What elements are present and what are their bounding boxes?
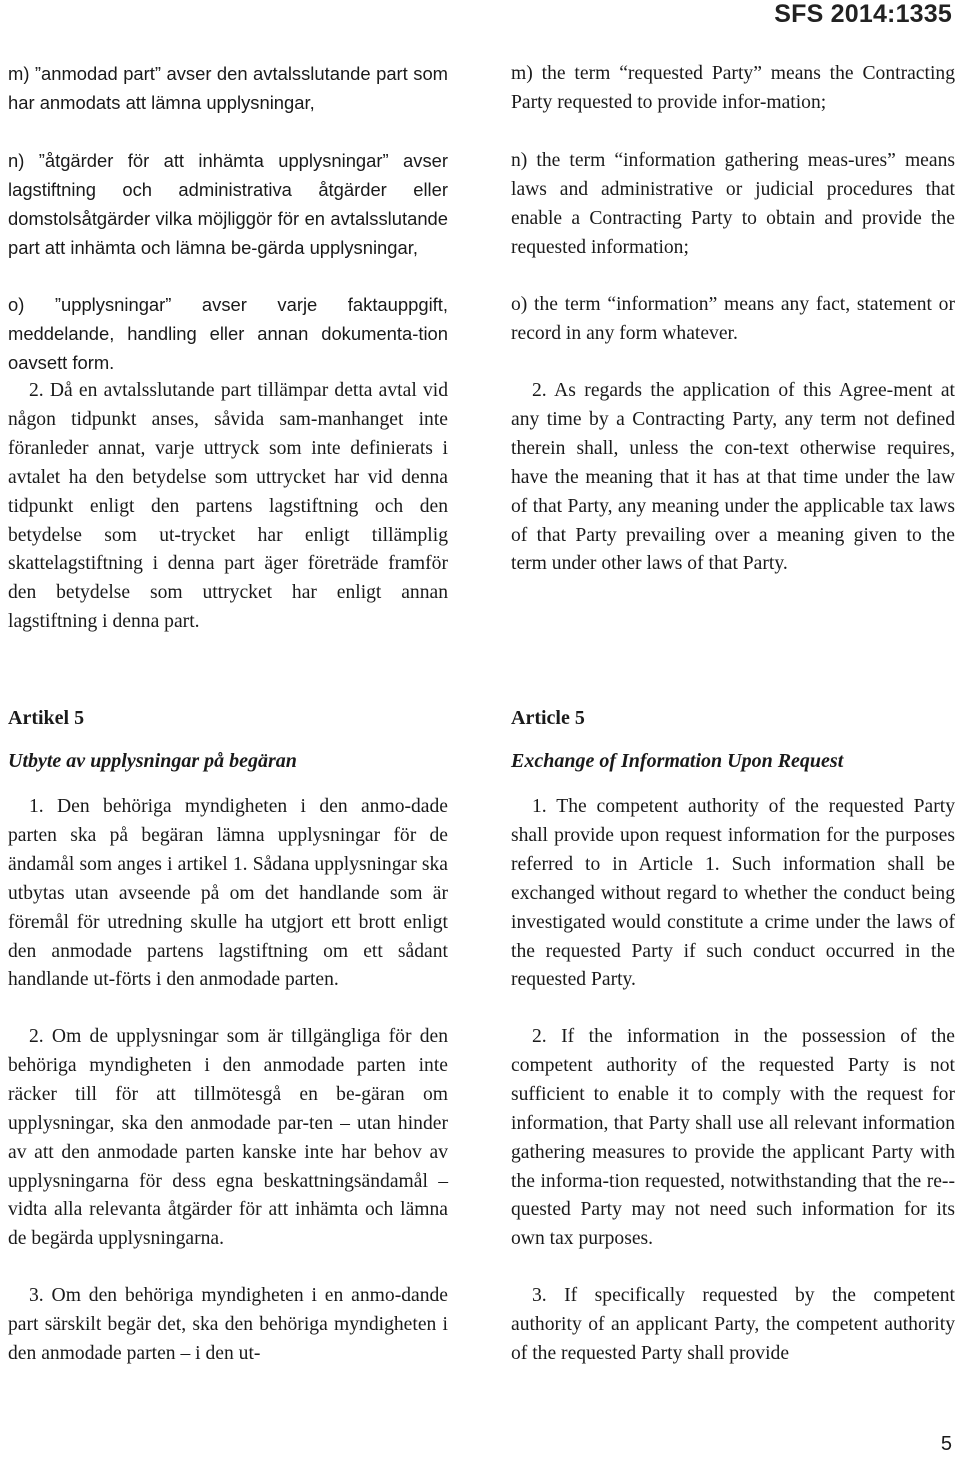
en-article-paragraph-2: 2. If the information in the possession of the competent authority of the requested Party is not sufficient to enable it to comply with the request for information, that Party shall use all relevant information gathering measures to provide the applicant Party with the informa-tion requested, notwithstanding that the re-quested Party may not need such information for its own tax purposes.: [511, 1026, 955, 1250]
en-article-paragraph-1: 1. The competent authority of the requested Party shall provide upon request information for the purposes referred to in Article 1. Such information shall be exchanged without regard to whether the conduct being investigated would constitute a crime under the laws of the requested Party if such conduct occurred in the requested Party.: [511, 796, 955, 991]
en-definition-m: m) the term “requested Party” means the Contracting Party requested to provide infor-mation;: [511, 63, 955, 113]
en-article-subtitle: Exchange of Information Upon Request: [511, 750, 844, 772]
page-number: 5: [940, 1433, 952, 1455]
en-definition-n: n) the term “information gathering meas-ures” means laws and administrative or judicial procedures that enable a Contracting Party to obtain and provide the requested information;: [511, 150, 955, 258]
sv-article-paragraph-2: 2. Om de upplysningar som är tillgängliga för den behöriga myndigheten i den anmodade parten inte räcker till för att tillmötesgå en be-gäran om upplysningar, ska den anmodade par-ten – utan hinder av att den anmodade parten kanske inte har behov av upplysningarna för dess egna beskattningsändamål – vidta alla relevanta åtgärder för att inhämta och lämna de begärda upplysningarna.: [8, 1026, 448, 1250]
sv-paragraph-2: 2. Då en avtalsslutande part tillämpar detta avtal vid någon tidpunkt anses, såvida sam-manhanget inte föranleder annat, varje uttryck som inte definierats i avtalet ha den betydelse som uttrycket har vid denna tidpunkt enligt den partens lagstiftning och den betydelse som ut-trycket har enligt tillämplig skattelagstiftning i denna part äger företräde framför den betydelse som uttrycket har enligt annan lagstiftning i denna part.: [8, 380, 448, 633]
en-paragraph-2: 2. As regards the application of this Agree-ment at any time by a Contracting Party, any term not defined therein shall, unless the con-text otherwise requires, have the meaning that it has at that time under the law of that Party, any meaning under the applicable tax laws of that Party prevailing over a meaning given to the term under other laws of that Party.: [511, 380, 955, 575]
sv-definition-o: o) ”upplysningar” avser varje faktauppgift, meddelande, handling eller annan dokumenta-tion oavsett form.: [8, 294, 448, 373]
sv-definition-n: n) ”åtgärder för att inhämta upplysningar” avser lagstiftning och administrativa åtgärder eller domstolsåtgärder vilka möjliggör för en avtalsslutande part att inhämta och lämna be-gärda upplysningar,: [8, 150, 448, 258]
sv-article-subtitle: Utbyte av upplysningar på begäran: [8, 750, 297, 772]
en-article-paragraph-3: 3. If specifically requested by the competent authority of an applicant Party, the competent authority of the requested Party shall provide: [511, 1285, 955, 1364]
sv-article-paragraph-3: 3. Om den behöriga myndigheten i en anmo-dande part särskilt begär det, ska den behöriga myndigheten i den anmodade parten – i den ut-: [8, 1285, 448, 1364]
sv-definition-m: m) ”anmodad part” avser den avtalsslutande part som har anmodats att lämna upplysningar,: [8, 63, 448, 113]
sv-article-paragraph-1: 1. Den behöriga myndigheten i den anmo-dade parten ska på begäran lämna upplysningar för de ändamål som anges i artikel 1. Sådana upplysningar ska utbytas utan avseende på om det handlande som är föremål för utredning skulle ha utgjort ett brott enligt den anmodade partens lagstiftning om ett sådant handlande ut-förts i den anmodade parten.: [8, 796, 448, 991]
sv-article-title: Artikel 5: [8, 707, 85, 729]
en-article-title: Article 5: [511, 707, 585, 729]
en-definition-o: o) the term “information” means any fact, statement or record in any form whatever.: [511, 294, 955, 344]
sfs-number-header: SFS 2014:1335: [774, 0, 952, 28]
